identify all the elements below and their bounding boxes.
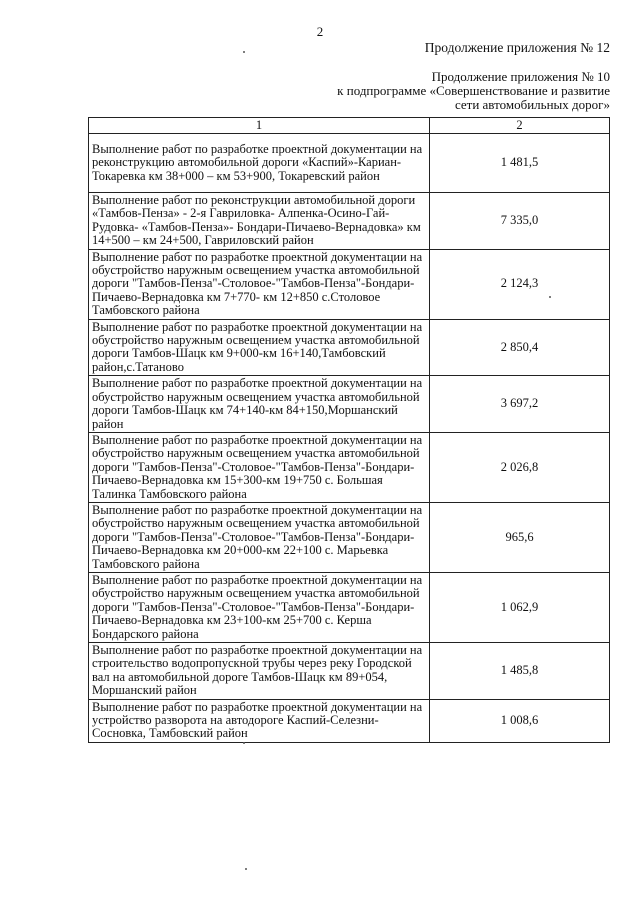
row-value: 1 481,5 bbox=[430, 134, 610, 193]
works-table bbox=[88, 117, 610, 743]
appendix-header-line-2: к подпрограмме «Совершенствование и развитие bbox=[337, 83, 610, 98]
row-value: 2 850,4 bbox=[430, 319, 610, 376]
continuation-label: Продолжение приложения № 12 bbox=[424, 40, 610, 55]
appendix-header-line-3: сети автомобильных дорог» bbox=[454, 97, 610, 112]
table-row bbox=[89, 193, 610, 250]
row-description: Выполнение работ по реконструкции автомобильной дороги «Тамбов-Пенза» - 2-я Гавриловка- Алпенка-Осино-Гай- Рудовка- «Тамбов-Пенза»- Бондари-Пичаево-Вернадовка» км 14+500 – км 24+500, Гавриловский район bbox=[89, 193, 430, 250]
scan-speck bbox=[243, 51, 245, 53]
column-header-1: 1 bbox=[89, 118, 430, 134]
table-row bbox=[89, 502, 610, 572]
appendix-header bbox=[310, 70, 610, 112]
table-row bbox=[89, 376, 610, 433]
table-row bbox=[89, 572, 610, 642]
table-row bbox=[89, 643, 610, 700]
page-number: 2 bbox=[316, 24, 324, 39]
table-row bbox=[89, 134, 610, 193]
row-value: 3 697,2 bbox=[430, 376, 610, 433]
table-row bbox=[89, 249, 610, 319]
scan-speck bbox=[549, 296, 551, 298]
row-description: Выполнение работ по разработке проектной документации на обустройство наружным освещением участка автомобильной дороги "Тамбов-Пенза"-Столовое-"Тамбов-Пенза"-Бондари-Пичаево-Вернадовка км 7+770- км 12+850 с.Столовое Тамбовского района bbox=[89, 249, 430, 319]
row-value: 965,6 bbox=[430, 502, 610, 572]
scan-speck bbox=[245, 868, 247, 870]
row-value: 7 335,0 bbox=[430, 193, 610, 250]
row-description: Выполнение работ по разработке проектной документации на обустройство наружным освещением участка автомобильной дороги Тамбов-Шацк км 74+140-км 84+150,Моршанский район bbox=[89, 376, 430, 433]
row-description: Выполнение работ по разработке проектной документации на устройство разворота на автодороге Каспий-Селезни-Сосновка, Тамбовский район bbox=[89, 699, 430, 742]
row-description: Выполнение работ по разработке проектной документации на обустройство наружным освещением участка автомобильной дороги "Тамбов-Пенза"-Столовое-"Тамбов-Пенза"-Бондари-Пичаево-Вернадовка км 15+300-км 19+750 с. Большая Талинка Тамбовского района bbox=[89, 432, 430, 502]
row-value: 2 026,8 bbox=[430, 432, 610, 502]
row-description: Выполнение работ по разработке проектной документации на строительство водопропускной трубы через реку Городской вал на автомобильной дороге Тамбов-Шацк км 89+054, Моршанский район bbox=[89, 643, 430, 700]
table-header-row bbox=[89, 118, 610, 134]
row-description: Выполнение работ по разработке проектной документации на обустройство наружным освещением участка автомобильной дороги "Тамбов-Пенза"-Столовое-"Тамбов-Пенза"-Бондари-Пичаево-Вернадовка км 20+000-км 22+100 с. Марьевка Тамбовского района bbox=[89, 502, 430, 572]
table-row bbox=[89, 699, 610, 742]
row-description: Выполнение работ по разработке проектной документации на обустройство наружным освещением участка автомобильной дороги "Тамбов-Пенза"-Столовое-"Тамбов-Пенза"-Бондари-Пичаево-Вернадовка км 23+100-км 25+700 с. Керша Бондарского района bbox=[89, 572, 430, 642]
row-description: Выполнение работ по разработке проектной документации на обустройство наружным освещением участка автомобильной дороги Тамбов-Шацк км 9+000-км 16+140,Тамбовский район,с.Татаново bbox=[89, 319, 430, 376]
column-header-2: 2 bbox=[430, 118, 610, 134]
row-value: 1 062,9 bbox=[430, 572, 610, 642]
row-description: Выполнение работ по разработке проектной документации на реконструкцию автомобильной дороги «Каспий»-Кариан-Токаревка км 38+000 – км 53+900, Токаревский район bbox=[89, 134, 430, 193]
table-row bbox=[89, 319, 610, 376]
row-value: 1 008,6 bbox=[430, 699, 610, 742]
row-value: 1 485,8 bbox=[430, 643, 610, 700]
appendix-header-line-1: Продолжение приложения № 10 bbox=[431, 69, 610, 84]
table-row bbox=[89, 432, 610, 502]
row-value: 2 124,3 bbox=[430, 249, 610, 319]
scan-speck bbox=[243, 742, 245, 744]
